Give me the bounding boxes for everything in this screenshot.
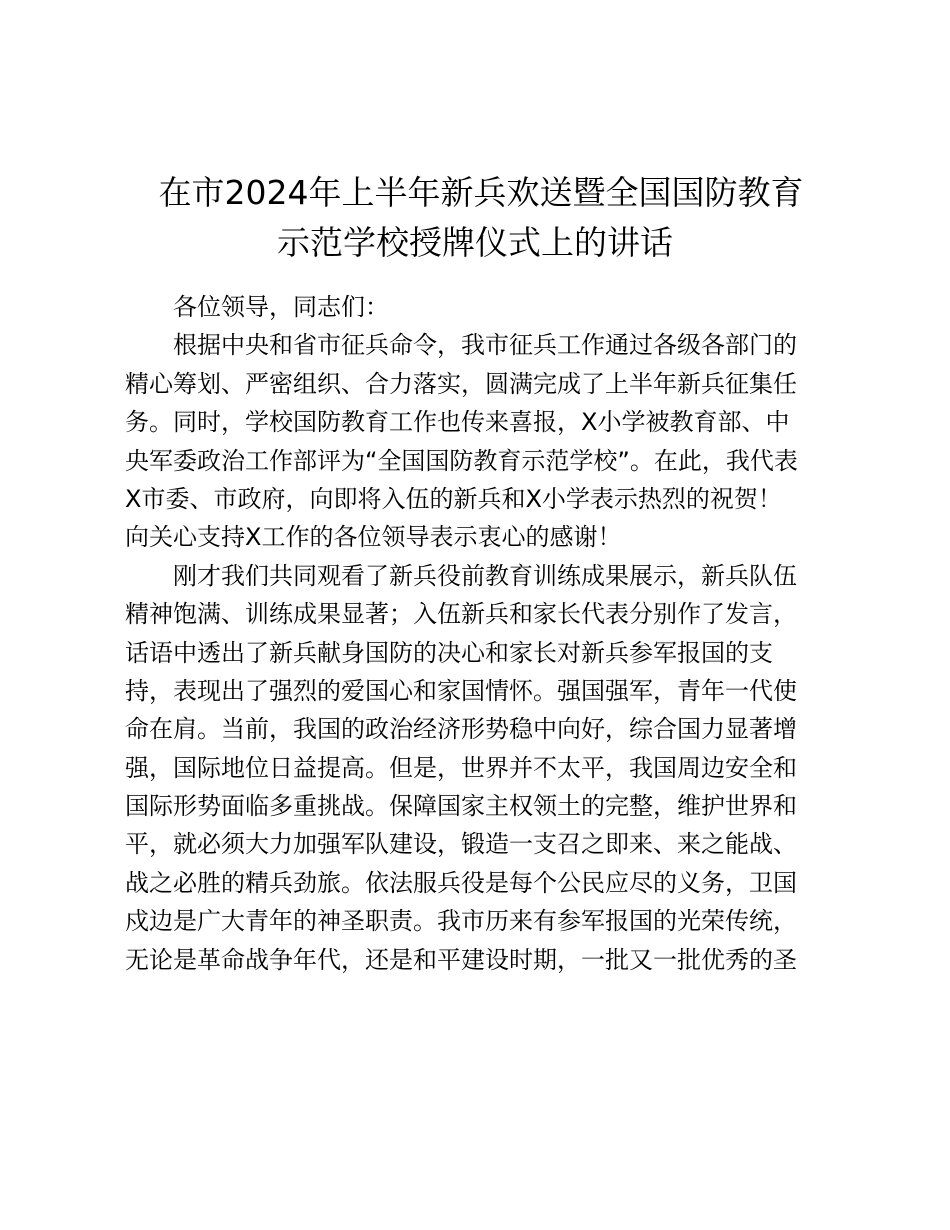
paragraph-2-line: 持，表现出了强烈的爱国心和家国情怀。强国强军，青年一代使 — [125, 676, 797, 705]
paragraph-1-line: X市委、市政府，向即将入伍的新兵和X小学表示热烈的祝贺！ — [125, 484, 782, 513]
paragraph-2-line: 戍边是广大青年的神圣职责。我市历来有参军报国的光荣传统， — [125, 907, 797, 936]
document-title — [0, 168, 950, 268]
paragraph-1-line: 根据中央和省市征兵命令，我市征兵工作通过各级各部门的 — [173, 331, 797, 360]
paragraph-2-line: 强，国际地位日益提高。但是，世界并不太平，我国周边安全和 — [125, 753, 797, 782]
paragraph-2-line: 战之必胜的精兵劲旅。依法服兵役是每个公民应尽的义务，卫国 — [125, 868, 797, 897]
paragraph-1-line: 向关心支持X工作的各位领导表示衷心的感谢！ — [125, 523, 622, 552]
document-body — [125, 288, 825, 979]
salutation: 各位领导，同志们： — [173, 293, 389, 321]
paragraph-2-line: 刚才我们共同观看了新兵役前教育训练成果展示，新兵队伍 — [173, 561, 797, 590]
title-line-1: 在市2024年上半年新兵欢送暨全国国防教育 — [158, 173, 804, 212]
paragraph-2-line: 话语中透出了新兵献身国防的决心和家长对新兵参军报国的支 — [125, 638, 773, 667]
paragraph-1-line: 央军委政治工作部评为“全国国防教育示范学校”。在此，我代表 — [125, 446, 798, 475]
paragraph-2-line: 国际形势面临多重挑战。保障国家主权领土的完整，维护世界和 — [125, 792, 797, 821]
paragraph-2-line: 命在肩。当前，我国的政治经济形势稳中向好，综合国力显著增 — [125, 715, 797, 744]
paragraph-2-line: 精神饱满、训练成果显著；入伍新兵和家长代表分别作了发言， — [125, 600, 797, 629]
title-line-2: 示范学校授牌仪式上的讲话 — [277, 223, 673, 262]
paragraph-2-line: 无论是革命战争年代，还是和平建设时期，一批又一批优秀的圣 — [125, 945, 797, 974]
paragraph-1-line: 务。同时，学校国防教育工作也传来喜报，X小学被教育部、中 — [125, 408, 790, 437]
paragraph-2-line: 平，就必须大力加强军队建设，锻造一支召之即来、来之能战、 — [125, 830, 797, 859]
paragraph-1-line: 精心筹划、严密组织、合力落实，圆满完成了上半年新兵征集任 — [125, 369, 797, 398]
